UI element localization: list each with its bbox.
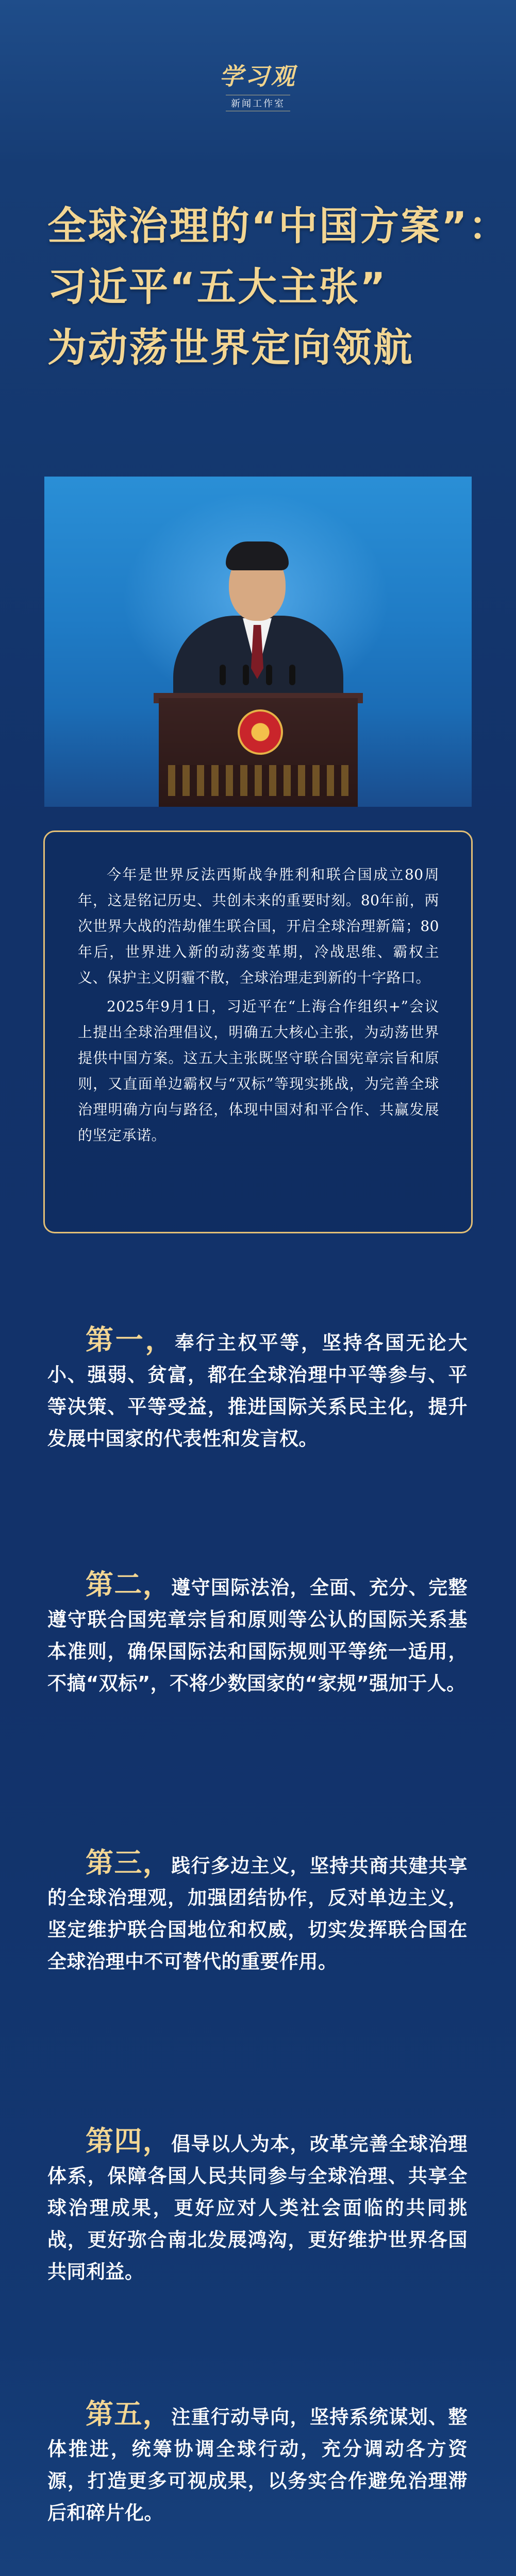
brand-logo-text: 学习观 [219,62,297,90]
title-line-2: 习近平“五大主张” [47,264,387,310]
point-1-lead: 第一， [86,1324,175,1356]
point-3-text: 践行多边主义，坚持共商共建共享的全球治理观，加强团结协作，反对单边主义，坚定维护联合国地位和权威，切实发挥联合国在全球治理中不可替代的重要作用。 [47,1855,468,1973]
point-2-lead: 第二， [86,1568,172,1601]
point-4 [47,2125,468,2288]
point-5-lead: 第五， [86,2398,172,2430]
intro-paragraph-1: 今年是世界反法西斯战争胜利和联合国成立80周年，这是铭记历史、共创未来的重要时刻。80年前，两次世界大战的浩劫催生联合国，开启全球治理新篇；80年后，世界进入新的动荡变革期，冷战思维、霸权主义、保护主义阴霾不散，全球治理走到新的十字路口。 [78,866,439,986]
intro-box [43,831,473,1233]
national-emblem-icon [238,709,283,755]
point-1-text: 奉行主权平等，坚持各国无论大小、强弱、贫富，都在全球治理中平等参与、平等决策、平等受益，推进国际关系民主化，提升发展中国家的代表性和发言权。 [47,1332,468,1450]
brand-logo [0,58,516,111]
point-3 [47,1847,468,1978]
point-2 [47,1569,468,1700]
page-title [47,196,509,378]
speaker-photo [44,477,472,807]
point-2-text: 遵守国际法治，全面、充分、完整遵守联合国宪章宗旨和原则等公认的国际关系基本准则，确保国际法和国际规则平等统一适用，不搞“双标”，不将少数国家的“家规”强加于人。 [47,1577,468,1694]
brand-subtitle: 新闻工作室 [226,95,290,111]
point-4-lead: 第四， [86,2125,172,2157]
point-5 [47,2398,468,2529]
microphones [220,665,297,696]
point-4-text: 倡导以人为本，改革完善全球治理体系，保障各国人民共同参与全球治理、共享全球治理成果，更好应对人类社会面临的共同挑战，更好弥合南北发展鸿沟，更好维护世界各国共同利益。 [47,2133,468,2283]
title-line-1: 全球治理的“中国方案”： [47,203,509,249]
point-5-text: 注重行动导向，坚持系统谋划、整体推进，统筹协调全球行动，充分调动各方资源，打造更多可视成果，以务实合作避免治理滞后和碎片化。 [47,2406,468,2524]
intro-paragraph-2: 2025年9月1日，习近平在“上海合作组织+”会议上提出全球治理倡议，明确五大核心主张，为动荡世界提供中国方案。这五大主张既坚守联合国宪章宗旨和原则，又直面单边霸权与“双标”等现实挑战，为完善全球治理明确方向与路径，体现中国对和平合作、共赢发展的坚定承诺。 [78,998,439,1144]
title-line-3: 为动荡世界定向领航 [47,325,414,370]
point-3-lead: 第三， [86,1846,172,1879]
point-1 [47,1324,468,1455]
